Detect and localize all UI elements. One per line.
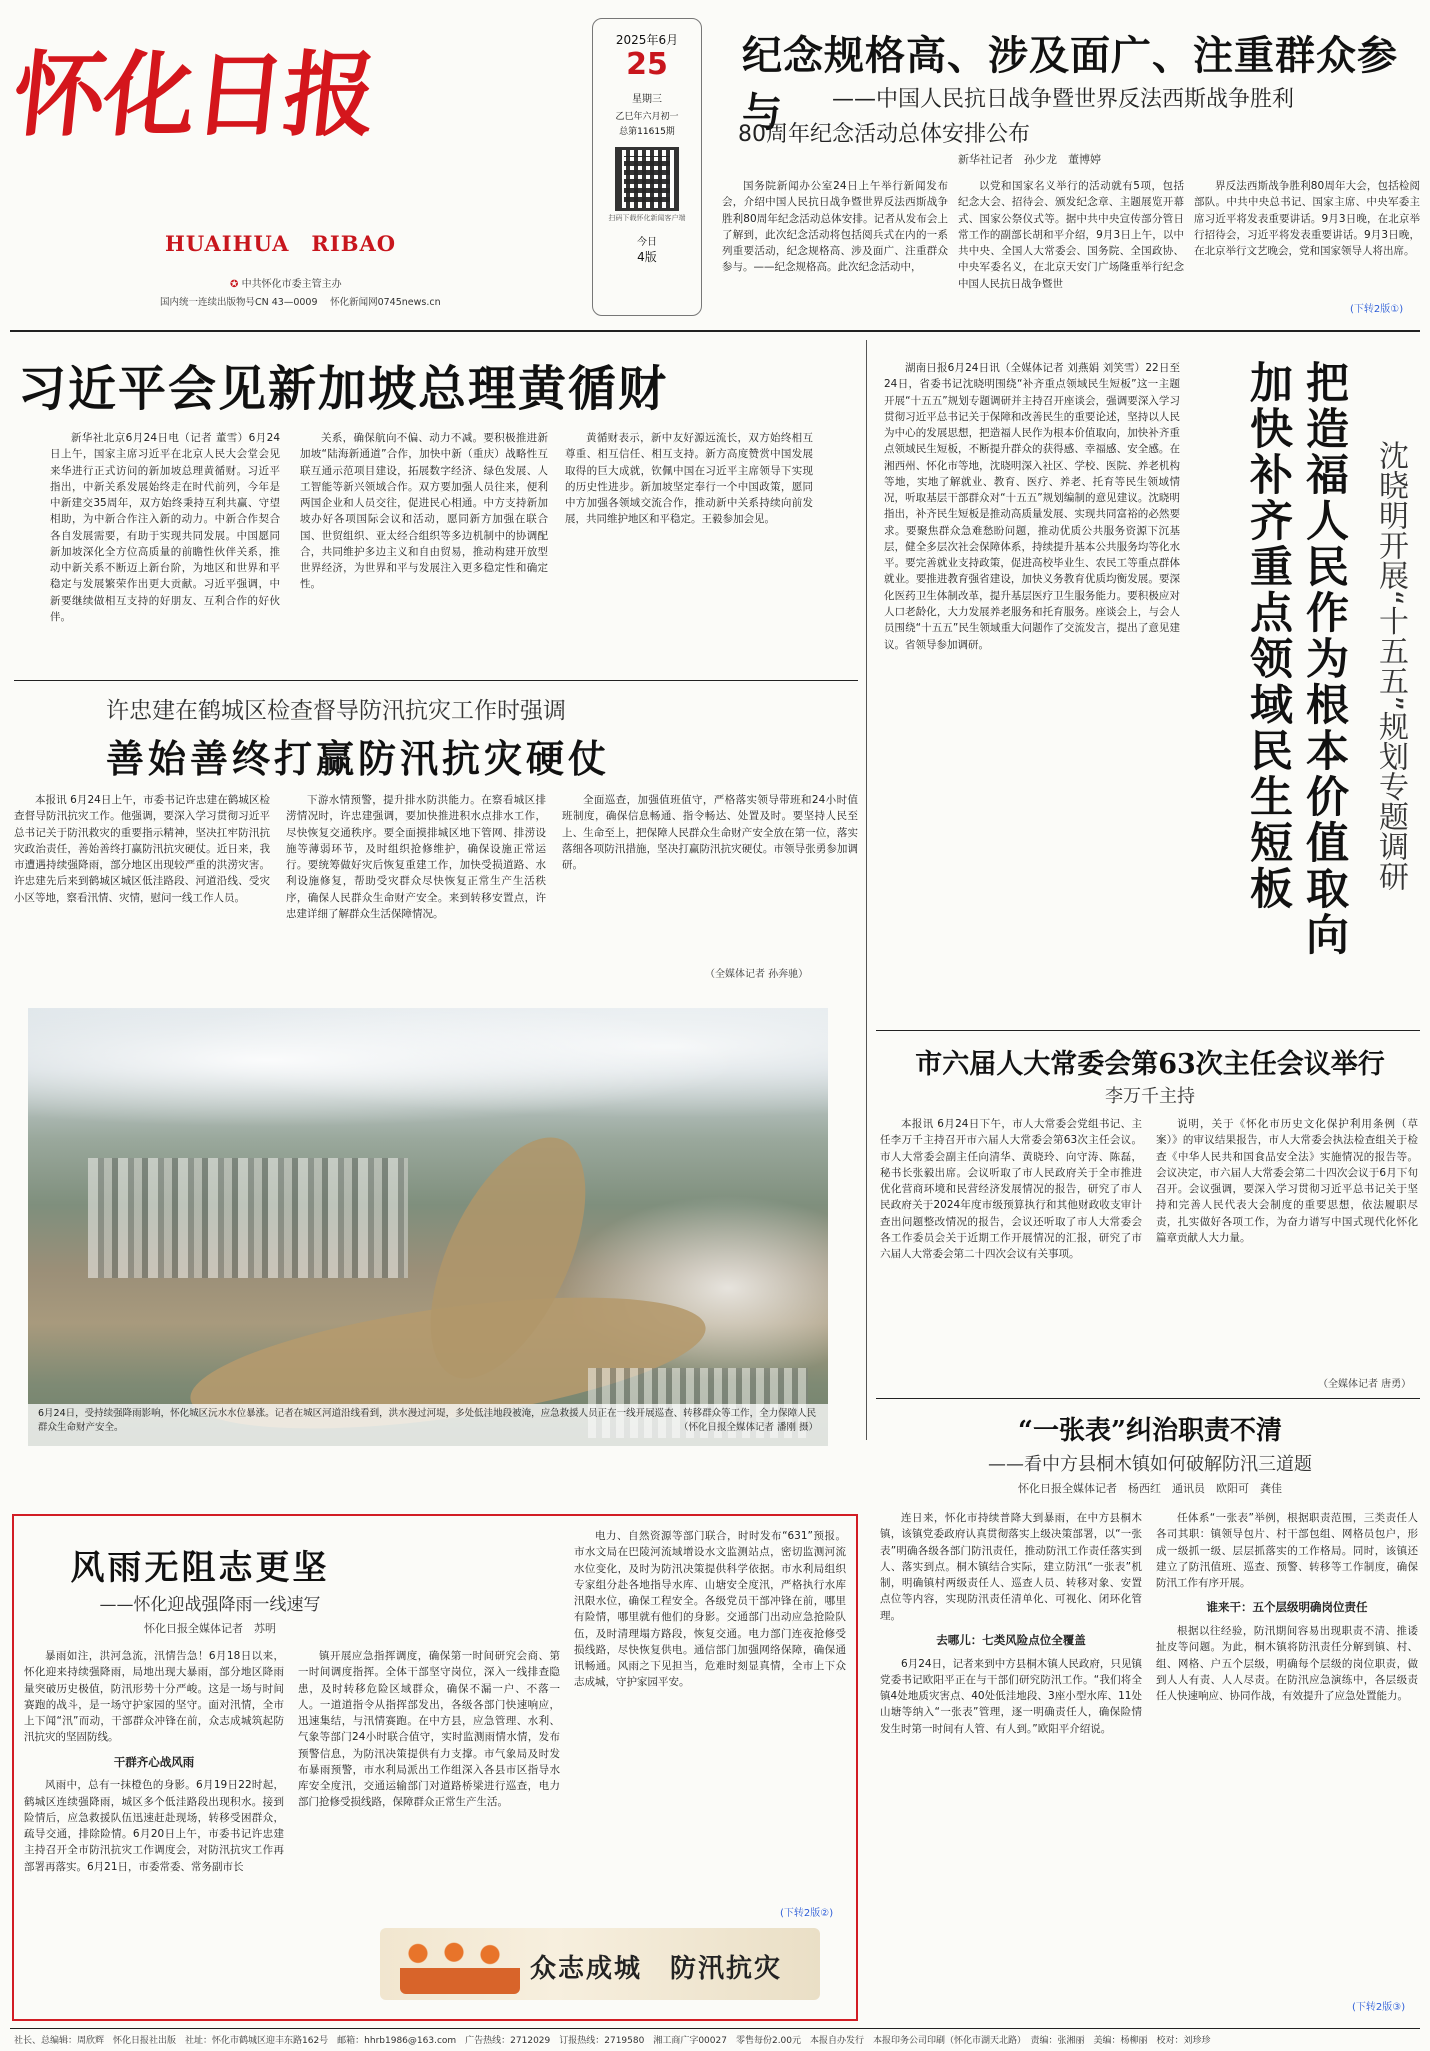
feature-column-3 [574, 1528, 846, 1918]
xi-col2-text: 关系，确保航向不偏、动力不减。要积极推进新加坡“陆海新通道”合作，加快中新（重庆）战略性互联互通示范项目建设，拓展数字经济、绿色发展、人工智能等新兴领域合作。双方要加强人员往来，便利两国企业和人员交往，促进民心相通。中方支持新加坡办好各项国际会议和活动，愿同新方加强在联合国、世贸组织、亚太经合组织等多边机制中的协调配合，共同维护多边主义和自由贸易，推动构建开放型世界经济，为世界和平与发展注入更多稳定性和确定性。 [300, 432, 548, 591]
feature-jump-link[interactable]: (下转2版②) [780, 1908, 834, 1919]
xi-column-3 [565, 430, 813, 660]
npc-column-2 [1156, 1116, 1418, 1366]
xi-col3-text: 黄循财表示，新中友好源远流长，双方始终相互尊重、相互信任、相互支持。新方高度赞赏中国发展取得的巨大成就，钦佩中国在习近平主席领导下实现的历史性进步。新加坡坚定奉行一个中国政策，愿同中方加强各领域交流合作，推动新中关系持续向前发展，共同维护地区和平稳定。王毅参加会见。 [565, 432, 813, 526]
feature-col1-text: 暴雨如注，洪河急流，汛情告急！6月18日以来，怀化迎来持续强降雨，局地出现大暴雨，部分地区降雨量突破历史极值，防汛形势十分严峻。这是一场与时间赛跑的战斗，是一场守护家园的坚守。面对汛情，全市上下闻“汛”而动，干部群众冲锋在前，众志成城筑起防汛抗灾的坚固防线。 [24, 1650, 284, 1744]
xi-title[interactable]: 习近平会见新加坡总理黄循财 [18, 361, 669, 417]
xi-column-1 [50, 430, 280, 660]
feature-col1b-text: 风雨中，总有一抹橙色的身影。6月19日22时起，鹤城区连续强降雨，城区多个低洼路段出现积水。接到险情后，应急救援队伍迅速赶赴现场，转移受困群众，疏导交通，排除险情。6月20日上午，市委书记许忠建主持召开全市防汛抗灾工作调度会，对防汛抗灾工作再部署再落实。6月21日，市委常委、常务副市长 [24, 1779, 284, 1873]
shen-column [884, 360, 1180, 1020]
date-lunar: 乙巳年六月初一 [615, 112, 679, 122]
photo-cloud [28, 1008, 828, 1138]
date-weekday: 星期三 [632, 94, 662, 105]
cn-number: 国内统一连续出版物号CN 43—0009 [160, 297, 318, 308]
feature-banner-text: 众志成城 防汛抗灾 [530, 1954, 783, 1984]
table-story-jump-link[interactable]: (下转2版③) [1352, 2002, 1406, 2013]
lead-column-2 [958, 178, 1184, 318]
table-story-column-2 [1156, 1510, 1418, 1990]
lead-subtitle-2: 80周年纪念活动总体安排公布 [738, 122, 1030, 147]
masthead-divider [10, 330, 1420, 332]
lead-subtitle-1: ——中国人民抗日战争暨世界反法西斯战争胜利 [832, 87, 1295, 112]
lead-jump-link[interactable]: (下转2版①) [1350, 304, 1404, 315]
flood-title[interactable]: 善始善终打赢防汛抗灾硬仗 [106, 736, 611, 781]
lead-column-1 [722, 178, 948, 318]
masthead-sponsor [230, 275, 342, 290]
table-story-col2b-text: 根据以往经验，防汛期间容易出现职责不清、推诿扯皮等问题。为此，桐木镇将防汛责任分解到镇、村、组、网格、户五个层级，明确每个层级的岗位职责，做到人人有责、人人尽责。在防汛应急演练中，各层级责任人快速响应、协同作战，有效提升了应急处置能力。 [1156, 1625, 1418, 1703]
table-story-author: 怀化日报全媒体记者 杨西红 通讯员 欧阳可 龚佳 [1018, 1482, 1282, 1495]
masthead-info [160, 294, 441, 308]
table-story-col1b-text: 6月24日，记者来到中方县桐木镇人民政府，只见镇党委书记欧阳平正在与干部们研究防汛工作。“我们将全镇4处地质灾害点、40处低洼地段、3座小型水库、11处山塘等纳入“一张表”管理，逐一明确责任人，确保险情发生时第一时间有人管、有人到。”欧阳平介绍说。 [880, 1657, 1142, 1735]
website[interactable]: 怀化新闻网0745news.cn [330, 297, 441, 308]
flood-kicker: 许忠建在鹤城区检查督导防汛抗灾工作时强调 [106, 698, 566, 724]
date-issue: 总第11615期 [619, 127, 675, 137]
table-story-subhead-2: 谁来干：五个层级明确岗位责任 [1206, 1600, 1368, 1615]
masthead-logo: 怀化日报 [8, 41, 380, 149]
today-pages: 4版 [637, 250, 657, 264]
photo-buildings [88, 1158, 408, 1278]
sponsor-text: 中共怀化市委主管主办 [241, 279, 342, 290]
lead-title[interactable]: 纪念规格高、涉及面广、注重群众参与 [742, 32, 1398, 136]
feature-column-1 [24, 1648, 284, 2008]
lead-author: 新华社记者 孙少龙 董博婷 [958, 153, 1101, 166]
flood-column-3 [562, 792, 858, 962]
npc-col1-text: 本报讯 6月24日下午，市人大常委会党组书记、主任李万千主持召开市六届人大常委会第63次主任会议。市人大常委会副主任向清华、黄晓玲、向守涛、陈磊，秘书长张毅出席。会议听取了市人民政府关于全市推进优化营商环境和民营经济发展情况的报告，研究了市人民政府关于2024年度市级预算执行和其他财政收支审计查出问题整改情况的报告，会议还听取了市人大常委会各工作委员会关于近期工作开展情况的汇报，研究了市六届人大常委会第二十四次会议有关事项。 [880, 1118, 1142, 1261]
xi-divider [14, 680, 858, 681]
shen-col-text: 湖南日报6月24日讯（全媒体记者 刘燕娟 刘笑雪）22日至24日，省委书记沈晓明围绕“补齐重点领域民生短板”这一主题开展“十五五”规划专题调研并主持召开座谈会，强调要深入学习贯彻习近平总书记关于保障和改善民生的重要论述，坚持以人民为中心的发展思想，把造福人民作为根本价值取向，加快补齐重点领域民生短板，不断提升群众的获得感、幸福感、安全感。在湘西州、怀化市等地，沈晓明深入社区、学校、医院、养老机构等地，实地了解就业、教育、医疗、养老、托育等民生领域情况，听取基层干部群众对“十五五”规划编制的意见建议。沈晓明指出，补齐民生短板是推动高质量发展、实现共同富裕的必然要求。要聚焦群众急难愁盼问题，推动优质公共服务资源下沉基层，健全多层次社会保障体系，持续提升基本公共服务均等化水平。要完善就业支持政策，促进高校毕业生、农民工等重点群体就业。要推进教育强省建设，加快义务教育优质均衡发展。要深化医药卫生体制改革，提升基层医疗卫生服务能力。要积极应对人口老龄化，大力发展养老服务和托育服务。座谈会上，与会人员围绕“十五五”民生领域重大问题作了交流发言，提出了意见建议。省领导参加调研。 [884, 362, 1180, 651]
flood-column-2 [286, 792, 546, 992]
table-story-divider [876, 1398, 1420, 1399]
today-label: 今日 [637, 237, 657, 248]
lead-col2-text: 以党和国家名义举行的活动就有5项，包括纪念大会、招待会、颁发纪念章、主题展览开幕式、国家公祭仪式等。据中共中央宣传部分管日常工作的副部长胡和平介绍，9月3日上午，以中共中央、全国人大常委会、国务院、全国政协、中央军委名义，在北京天安门广场隆重举行纪念中国人民抗日战争暨世 [958, 180, 1184, 290]
npc-col2-text: 说明，关于《怀化市历史文化保护利用条例（草案）》的审议结果报告，市人大常委会执法检查组关于检查《中华人民共和国食品安全法》实施情况的报告等。会议决定，市六届人大常委会第二十四次会议于6月下旬召开。会议强调，要深入学习贯彻习近平总书记关于坚持和完善人民代表大会制度的重要思想，依法履职尽责，扎实做好各项工作，为奋力谱写中国式现代化怀化篇章贡献人大力量。 [1156, 1118, 1418, 1244]
party-emblem-icon: ✪ [230, 279, 239, 290]
masthead-pinyin: HUAIHUA RIBAO [165, 231, 397, 256]
flood-col1-text: 本报讯 6月24日上午，市委书记许忠建在鹤城区检查督导防汛抗灾工作。他强调，要深入学习贯彻习近平总书记关于防汛救灾的重要指示精神，坚决扛牢防汛抗灾政治责任，善始善终打赢防汛抗灾硬仗。近日来，我市遭遇持续强降雨，部分地区出现较严重的洪涝灾害。许忠建先后来到鹤城区城区低洼路段、河道沿线、受灾小区等地，察看汛情、灾情，慰问一线工作人员。 [14, 794, 270, 904]
photo-caption-bar [28, 1404, 828, 1446]
photo-caption: 6月24日，受持续强降雨影响，怀化城区沅水水位暴涨。记者在城区河道沿线看到，洪水漫过河堤，多处低洼地段被淹，应急救援人员正在一线开展巡查、转移群众等工作，全力保障人民群众生命财产安全。 [38, 1408, 817, 1433]
feature-banner [380, 1928, 820, 2000]
npc-author: （全媒体记者 唐勇） [1318, 1379, 1412, 1390]
feature-column-2 [298, 1648, 560, 1918]
flood-column-1 [14, 792, 270, 992]
right-column-divider [866, 340, 867, 1440]
rescuer-figures-icon [400, 1936, 520, 1994]
feature-subtitle: ——怀化迎战强降雨一线速写 [99, 1595, 321, 1615]
footer-divider [10, 2028, 1420, 2029]
feature-author: 怀化日报全媒体记者 苏明 [144, 1622, 276, 1635]
table-story-col1-text: 连日来，怀化市持续普降大到暴雨，在中方县桐木镇，该镇党委政府认真贯彻落实上级决策部署，以“一张表”明确各级各部门防汛责任，推动防汛工作责任落实到人、落实到点。桐木镇结合实际，建立防汛“一张表”机制，明确镇村两级责任人、巡查人员、转移对象、安置点位等内容，实现防汛责任清单化、可视化、闭环化管理。 [880, 1512, 1142, 1622]
npc-divider [876, 1030, 1420, 1031]
date-year-month: 2025年6月 [615, 33, 679, 47]
qr-code[interactable] [615, 147, 679, 211]
flood-photo[interactable] [28, 1008, 828, 1446]
footer-info: 社长、总编辑：周欣辉 怀化日报社出版 社址：怀化市鹤城区迎丰东路162号 邮箱：hhrb1986@163.com 广告热线：2712029 订报热线：2719580 湘工商广字00027 零售每份2.00元 本报自办发行 本报印务公司印刷（怀化市湖天北路） 责编：张湘丽 美编：杨柳丽 校对：刘珍珍 [14, 2036, 1211, 2046]
feature-col2-text: 镇开展应急指挥调度，确保第一时间研究会商、第一时间调度指挥。全体干部坚守岗位，深入一线排查隐患，及时转移危险区域群众，确保不漏一户、不落一人。一道道指令从指挥部发出，各级各部门快速响应，迅速集结，与汛情赛跑。在中方县，应急管理、水利、气象等部门24小时联合值守，实时监测雨情水情，发布预警信息，为防汛决策提供有力支撑。市气象局及时发布暴雨预警，市水利局派出工作组深入各县市区指导水库安全度汛，交通运输部门对道路桥梁进行巡查，电力部门抢修受损线路，保障群众正常生产生活。 [298, 1650, 560, 1809]
feature-col3-text: 电力、自然资源等部门联合，时时发布“631”预报。市水文局在巴陵河流域增设水文监测站点，密切监测河流水位变化，及时为防汛决策提供科学依据。市水利局组织专家组分赴各地指导水库、山塘安全度汛，严格执行水库汛限水位，确保工程安全。各级党员干部冲锋在前，哪里有险情，哪里就有他们的身影。交通部门出动应急抢险队伍，及时清理塌方路段，恢复交通。电力部门连夜抢修受损线路，尽快恢复供电。通信部门加强网络保障，确保通讯畅通。风雨之下见担当，危难时刻显真情，全市上下众志成城，守护家园平安。 [574, 1530, 846, 1689]
shen-subtitle-vertical: 沈晓明开展“十五五”规划专题调研 [1373, 440, 1408, 892]
feature-title[interactable]: 风雨无阻志更坚 [70, 1548, 330, 1588]
flood-author: （全媒体记者 孙奔驰） [705, 969, 809, 980]
date-box [592, 18, 702, 316]
npc-column-1 [880, 1116, 1142, 1386]
xi-col1-text: 新华社北京6月24日电（记者 董雪）6月24日上午，国家主席习近平在北京人民大会堂会见来华进行正式访问的新加坡总理黄循财。习近平指出，中新关系发展始终走在时代前列，今年是中新建交35周年，双方始终秉持互利共赢、守望相助，为中新合作注入新的动力。中新合作契合各自发展需要，有助于实现共同发展。中国愿同新加坡深化全方位高质量的前瞻性伙伴关系，推动中新关系不断迈上新台阶，为地区和世界和平稳定与发展繁荣作出更大贡献。习近平强调，中新要继续做相互支持的好朋友、互利合作的好伙伴。 [50, 432, 280, 623]
lead-col1-text: 国务院新闻办公室24日上午举行新闻发布会，介绍中国人民抗日战争暨世界反法西斯战争胜利80周年纪念活动总体安排。记者从发布会上了解到，此次纪念活动将包括阅兵式在内的一系列重要活动，纪念规格高、涉及面广、注重群众参与。——纪念规格高。此次纪念活动中， [722, 180, 948, 274]
photo-credit: （怀化日报全媒体记者 潘刚 摄） [678, 1421, 818, 1433]
xi-column-2 [300, 430, 548, 660]
flood-col3-text: 全面巡查，加强值班值守，严格落实领导带班和24小时值班制度，确保信息畅通、指令畅达、处置及时。要坚持人民至上、生命至上，把保障人民群众生命财产安全放在第一位，落实落细各项防汛措施，坚决打赢防汛抗灾硬仗。市领导张勇参加调研。 [562, 794, 858, 872]
date-day: 25 [626, 47, 668, 82]
npc-subtitle: 李万千主持 [1105, 1086, 1195, 1107]
lead-col3-text: 界反法西斯战争胜利80周年大会，包括检阅部队。中共中央总书记、国家主席、中央军委主席习近平将发表重要讲话。9月3日晚，在北京举行招待会，习近平将发表重要讲话。9月3日晚，在北京举行文艺晚会，党和国家领导人将出席。 [1194, 180, 1420, 258]
table-story-column-1 [880, 1510, 1142, 2000]
flood-col2-text: 下游水情预警，提升排水防洪能力。在察看城区排涝情况时，许忠建强调，要加快推进积水点排水工作，尽快恢复交通秩序。要全面摸排城区地下管网、排涝设施等薄弱环节，及时组织抢修维护，确保设施正常运行。要统筹做好灾后恢复重建工作，加快受损道路、水利设施修复，帮助受灾群众尽快恢复正常生产生活秩序，确保人民群众生命财产安全。来到转移安置点，许忠建详细了解群众生活保障情况。 [286, 794, 546, 920]
qr-caption: 扫码下载怀化新闻客户端 [608, 214, 686, 222]
lead-column-3 [1194, 178, 1420, 298]
feature-subhead-1: 干群齐心战风雨 [113, 1754, 195, 1769]
npc-title[interactable]: 市六届人大常委会第63次主任会议举行 [915, 1049, 1385, 1080]
table-story-subtitle: ——看中方县桐木镇如何破解防汛三道题 [988, 1454, 1312, 1475]
table-story-title[interactable]: “一张表”纠治职责不清 [1018, 1416, 1282, 1446]
table-story-col2-text: 任体系“一张表”举例，根据职责范围，三类责任人各司其职：镇领导包片、村干部包组、网格员包户，形成一级抓一级、层层抓落实的工作格局。同时，该镇还建立了防汛值班、巡查、预警、转移等工作制度，确保防汛工作有序开展。 [1156, 1512, 1418, 1590]
table-story-subhead-1: 去哪儿：七类风险点位全覆盖 [936, 1632, 1086, 1647]
shen-title-vertical[interactable]: 把造福人民作为根本价值取向 加快补齐重点领域民生短板 [1243, 360, 1349, 958]
